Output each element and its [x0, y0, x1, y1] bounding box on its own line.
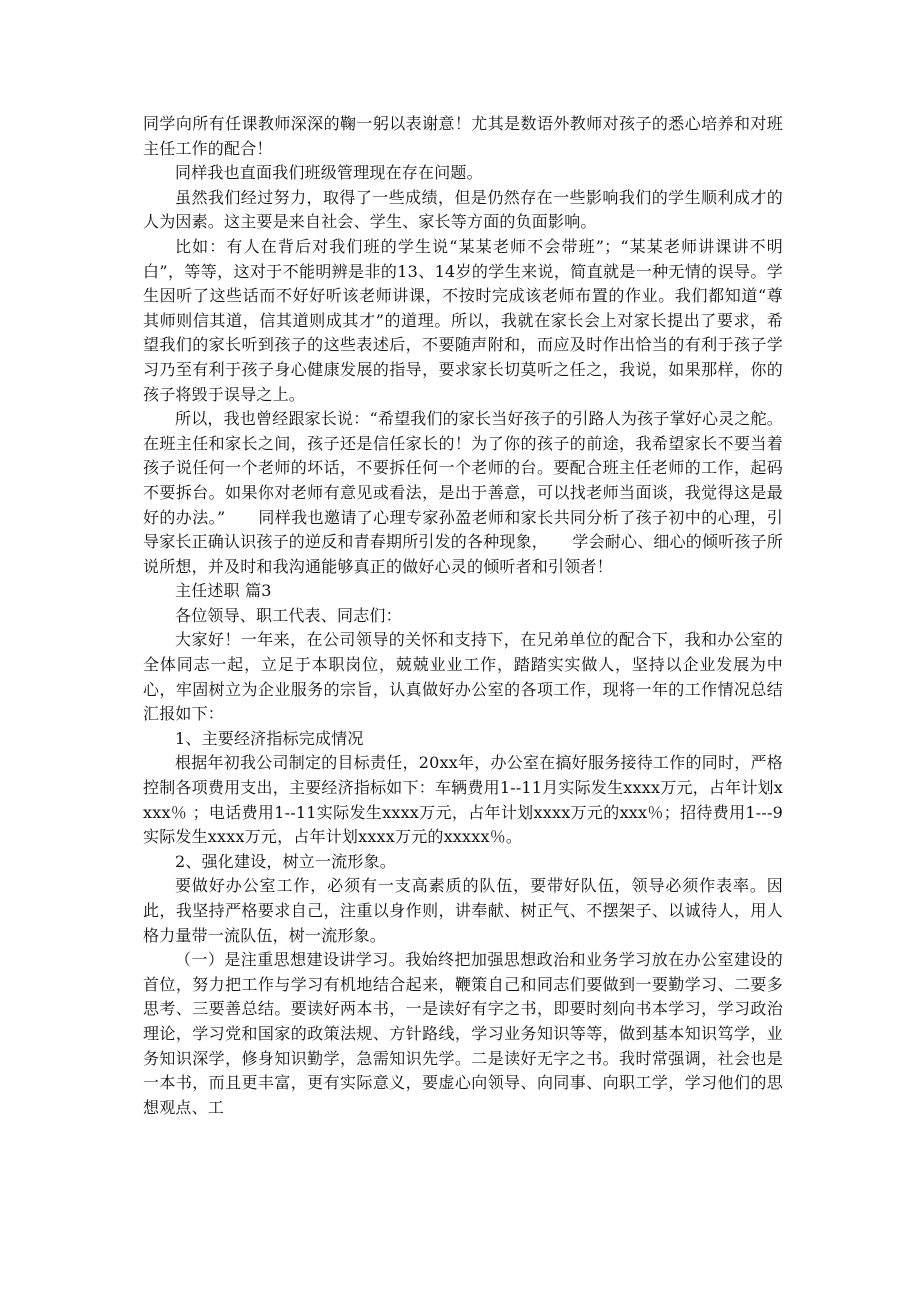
paragraph: 同样我也直面我们班级管理现在存在问题。 — [175, 163, 483, 183]
paragraph: 虽然我们经过努力，取得了一些成绩，但是仍然存在一些影响我们的学生顺利成才的人为因素。这主要是来自社会、学生、家长等方面的负面影响。 — [143, 187, 783, 232]
paragraph: 同学向所有任课教师深深的鞠一躬以表谢意！尤其是数语外教师对孩子的悉心培养和对班主任工作的配合！ — [143, 114, 783, 158]
subheading: 2、强化建设，树立一流形象。 — [175, 851, 396, 871]
salutation: 各位领导、职工代表、同志们： — [175, 605, 402, 625]
paragraph: 大家好！一年来，在公司领导的关怀和支持下，在兄弟单位的配合下，我和办公室的全体同志一起，立足于本职岗位，兢兢业业工作，踏踏实实做人，坚持以企业发展为中心，牢固树立为企业服务的宗旨，认真做好办公室的各项工作，现将一年的工作情况总结汇报如下： — [143, 630, 783, 724]
paragraph: 根据年初我公司制定的目标责任，20xx年，办公室在搞好服务接待工作的同时，严格控制各项费用支出，主要经济指标如下：车辆费用1--11月实际发生xxxx万元，占年计划xxxx％ ；电话费用1--11实际发生xxxx万元，占年计划xxxx万元的xxx％；招待费用1---9实际发生xxxx万元，占年计划xxxx万元的xxxxx％。 — [143, 753, 783, 847]
paragraph: （一）是注重思想建设讲学习。我始终把加强思想政治和业务学习放在办公室建设的首位，努力把工作与学习有机地结合起来，鞭策自己和同志们要做到一要勤学习、二要多思考、三要善总结。要读好两本书，一是读好有字之书，即要时刻向书本学习，学习政治理论，学习党和国家的政策法规、方针路线，学习业务知识等等，做到基本知识笃学，业务知识深学，修身知识勤学，急需知识先学。二是读好无字之书。我时常强调，社会也是一本书，而且更丰富，更有实际意义，要虚心向领导、向同事、向职工学，学习他们的思想观点、工 — [143, 950, 783, 1117]
paragraph: 要做好办公室工作，必须有一支高素质的队伍，要带好队伍，领导必须作表率。因此，我坚持严格要求自己，注重以身作则，讲奉献、树正气、不摆架子、以诚待人，用人格力量带一流队伍，树一流形象。 — [143, 876, 783, 945]
paragraph: 比如：有人在背后对我们班的学生说“某某老师不会带班”；“某某老师讲课讲不明白”，等等，这对于不能明辨是非的13、14岁的学生来说，简直就是一种无情的误导。学生因听了这些话而不好好听该老师讲课，不按时完成该老师布置的作业。我们都知道“尊其师则信其道，信其道则成其才”的道理。所以，我就在家长会上对家长提出了要求，希望我们的家长听到孩子的这些表述后，不要随声附和，而应及时作出恰当的有利于孩子学习乃至有利于孩子身心健康发展的指导，要求家长切莫听之任之，我说，如果那样，你的孩子将毁于误导之上。 — [143, 236, 783, 404]
paragraph: 所以，我也曾经跟家长说：“希望我们的家长当好孩子的引路人为孩子掌好心灵之舵。在班主任和家长之间，孩子还是信任家长的！为了你的孩子的前途，我希望家长不要当着孩子说任何一个老师的坏话，不要拆任何一个老师的台。要配合班主任老师的工作，起码不要拆台。如果你对老师有意见或看法，是出于善意，可以找老师当面谈，我觉得这是最好的办法。” 同样我也邀请了心理专家孙盈老师和家长共同分析了孩子初中的心理，引导家长正确认识孩子的逆反和青春期所引发的各种现象， 学会耐心、细心的倾听孩子所说所想，并及时和我沟通能够真正的做好心灵的倾听者和引领者！ — [143, 409, 784, 576]
document-body — [143, 112, 783, 1120]
subheading: 1、主要经济指标完成情况 — [175, 728, 364, 748]
section-heading: 主任述职 篇3 — [175, 581, 272, 601]
